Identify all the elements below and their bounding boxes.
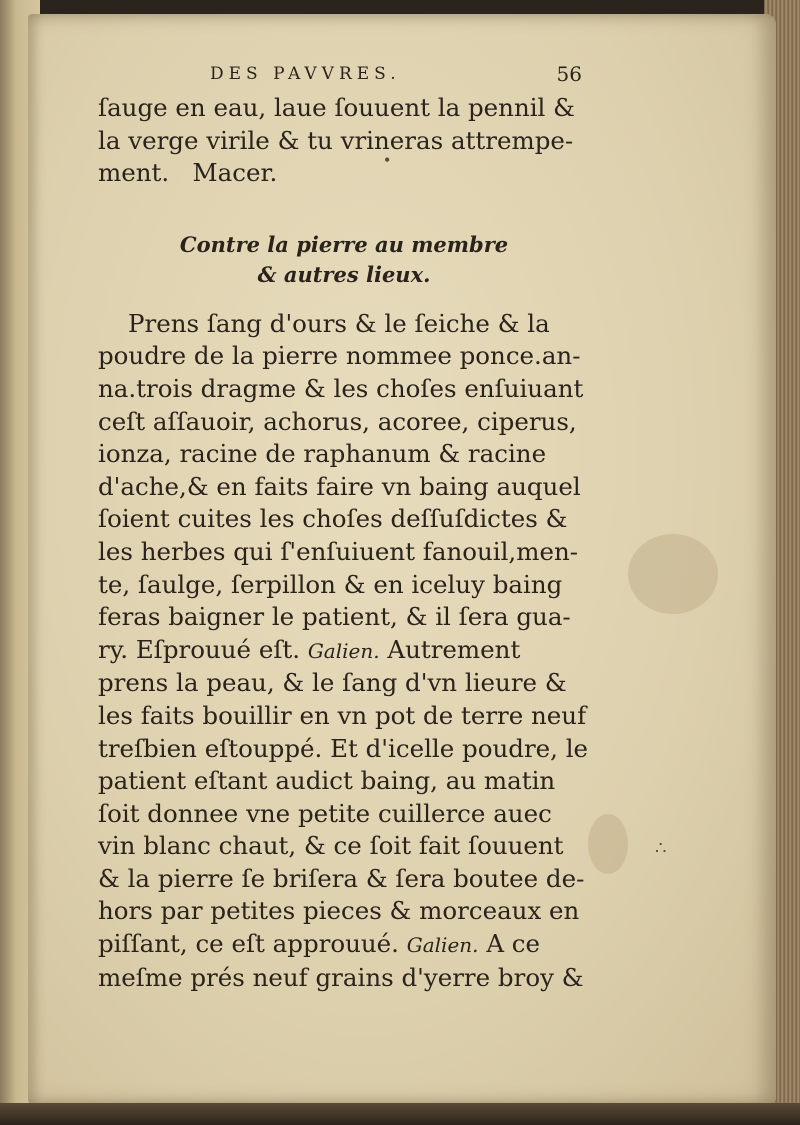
page-text [98,62,590,994]
line-text: A ce [486,929,541,959]
author-citation: Galien. [307,638,380,663]
text-line: Prens ſang d'ours & le ſeiche & la [128,308,550,338]
running-head [98,62,590,92]
text-line: te, ſaulge, ſerpillon & en iceluy baing [98,569,563,599]
text-line: vin blanc chaut, & ce ſoit fait ſouuent [98,831,564,861]
line-text: piſſant, ce eſt approuué. [98,929,399,959]
text-line [98,634,590,668]
text-line: les faits bouillir en vn pot de terre neuf [98,700,587,730]
paper-stain [588,814,628,874]
line-text: ry. Eſprouué eſt. [98,634,301,664]
text-line: patient eſtant audict baing, au matin [98,766,556,796]
text-line: prens la peau, & le ſang d'vn lieure & [98,668,567,698]
text-line: d'ache,& en faits faire vn baing auquel [98,471,581,501]
text-line: les herbes qui ſ'enſuiuent fanouil,men- [98,536,578,566]
paper-stain [628,534,718,614]
running-title: DES PAVVRES. [210,64,401,84]
bottom-shadow [0,1103,800,1125]
text-line: treſbien eſtouppé. Et d'icelle poudre, le [98,733,589,763]
author-citation: Macer. [192,158,278,188]
page-number: 56 [556,62,582,86]
line-text: Autrement [387,634,521,664]
text-line [98,928,590,962]
text-line: la verge virile & tu vrineras attrempe- [98,125,574,155]
text-line: poudre de la pierre nommee ponce.an- [98,341,581,371]
text-line: ionza, racine de raphanum & racine [98,439,547,469]
text-line: feras baigner le patient, & il ſera gua- [98,602,571,632]
author-citation: Galien. [406,933,479,958]
text-line [98,157,590,190]
text-line: ſauge en eau, laue ſouuent la pennil & [98,93,575,122]
text-line: & la pierre ſe briſera & ſera boutee de- [98,863,585,893]
text-line: meſme prés neuf grains d'yerre broy & [98,962,584,992]
line-text: ment. [98,158,170,188]
text-line: na.trois dragme & les choſes enſuiuant [98,373,584,403]
section-heading: Contre la pierre au membre [179,231,509,257]
text-line: ſoit donnee vne petite cuillerce auec [98,798,552,828]
text-line: ſoient cuites les choſes deſſuſdictes & [98,504,568,534]
text-line: hors par petites pieces & morceaux en [98,896,580,926]
ink-speck: ∴ [655,838,667,858]
section-heading: & autres lieux. [257,261,431,287]
ink-speck: • [384,150,391,170]
text-line: ceſt aſſauoir, achorus, acoree, ciperus, [98,406,577,436]
